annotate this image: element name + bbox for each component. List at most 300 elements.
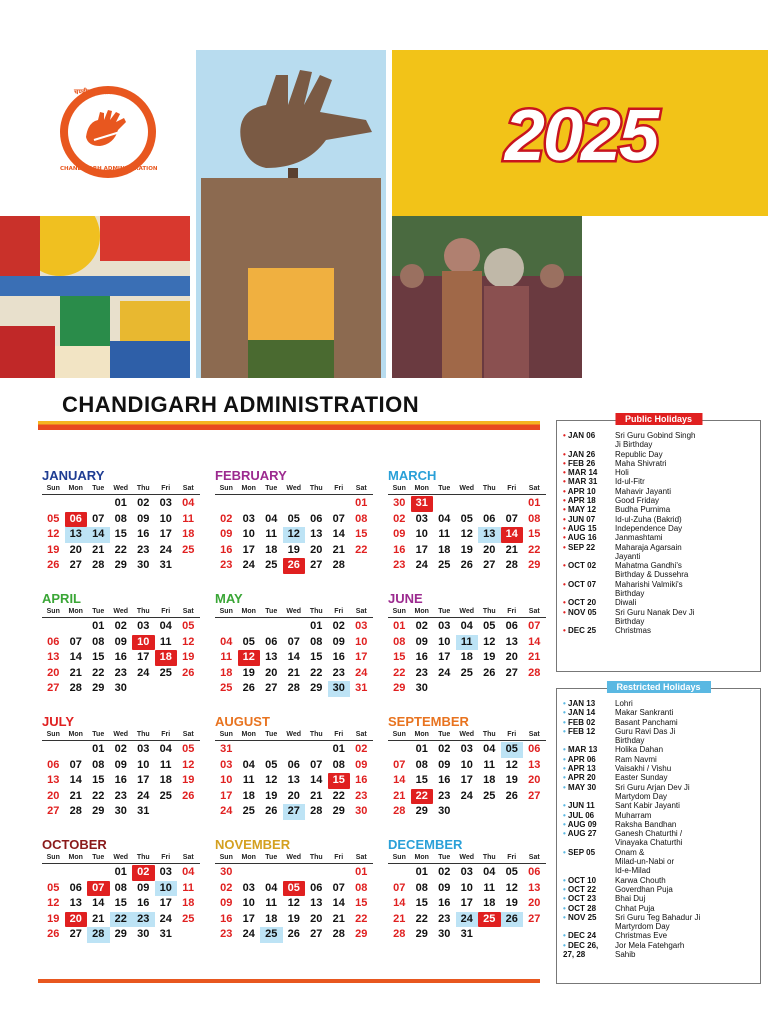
- empty-cell: [456, 804, 479, 820]
- empty-cell: [328, 496, 351, 512]
- day-cell: 02: [220, 512, 233, 525]
- day-cell: 24: [456, 912, 479, 928]
- day-cell: 27: [483, 559, 496, 571]
- week-row: [215, 773, 373, 789]
- week-row: [42, 666, 200, 682]
- day-cell: 17: [137, 774, 150, 786]
- month-september: [388, 714, 546, 820]
- day-cell: 27: [47, 682, 60, 694]
- empty-cell: [478, 496, 501, 512]
- day-cell: 26: [182, 789, 195, 802]
- day-cell: 07: [92, 512, 105, 525]
- day-cell: 05: [182, 620, 195, 632]
- empty-cell: [87, 865, 110, 881]
- month-february: [215, 468, 373, 574]
- day-cell: 05: [182, 743, 195, 755]
- day-cell: 15: [92, 651, 105, 663]
- day-cell: 10: [415, 528, 428, 540]
- day-cell: 10: [242, 897, 255, 909]
- day-cell: 09: [220, 897, 233, 909]
- empty-cell: [478, 927, 501, 943]
- weekday-label: Sat: [355, 485, 367, 492]
- day-cell: 15: [328, 773, 351, 789]
- week-row: [215, 758, 373, 774]
- weekday-label: Sun: [392, 731, 406, 738]
- day-cell: 11: [242, 774, 255, 786]
- day-cell: 29: [415, 928, 428, 940]
- holiday-name: Janmashtami: [615, 533, 663, 543]
- day-cell: 18: [265, 912, 278, 925]
- day-cell: 29: [393, 682, 406, 694]
- empty-cell: [177, 681, 200, 697]
- empty-cell: [65, 496, 88, 512]
- day-cell: 17: [460, 774, 473, 786]
- holiday-row: [563, 515, 756, 524]
- empty-cell: [215, 619, 238, 635]
- day-cell: 24: [460, 789, 473, 802]
- restricted-holidays-list: [557, 689, 760, 959]
- holiday-row: [563, 755, 756, 764]
- week-row: [42, 681, 200, 697]
- day-cell: 24: [242, 559, 255, 571]
- weekday-header: [388, 730, 546, 741]
- day-cell: 06: [47, 635, 60, 648]
- day-cell: 20: [287, 789, 300, 802]
- weekday-label: Wed: [286, 854, 302, 861]
- day-cell: 28: [92, 559, 105, 571]
- week-row: [388, 543, 546, 559]
- day-cell: 16: [220, 912, 233, 925]
- day-cell: 17: [242, 543, 255, 556]
- day-cell: 29: [415, 805, 428, 817]
- holiday-name: Sri Guru Arjan Dev Ji Martydom Day: [615, 782, 690, 801]
- day-cell: 10: [220, 774, 233, 786]
- day-cell: 11: [159, 758, 172, 771]
- day-cell: 30: [328, 681, 351, 697]
- day-cell: 13: [69, 897, 82, 909]
- empty-cell: [478, 681, 501, 697]
- day-cell: 20: [265, 666, 278, 679]
- holiday-row: [563, 533, 756, 542]
- week-row: [215, 789, 373, 805]
- holiday-date: • NOV 05: [563, 608, 615, 627]
- day-cell: 11: [456, 635, 479, 651]
- day-cell: 14: [310, 774, 323, 786]
- weekday-label: Wed: [286, 485, 302, 492]
- day-cell: 07: [393, 881, 406, 894]
- day-cell: 18: [182, 897, 195, 909]
- day-cell: 18: [438, 543, 451, 556]
- day-cell: 22: [114, 543, 127, 556]
- day-cell: 31: [159, 559, 172, 571]
- day-cell: 15: [114, 897, 127, 909]
- empty-cell: [305, 496, 328, 512]
- holiday-name: Onam & Milad-un-Nabi or Id-e-Milad: [615, 847, 675, 876]
- weekday-label: Fri: [161, 608, 171, 615]
- day-cell: 19: [460, 543, 473, 556]
- empty-cell: [283, 496, 306, 512]
- day-cell: 26: [242, 682, 255, 694]
- weekday-label: Sun: [392, 608, 406, 615]
- day-cell: 04: [460, 620, 473, 632]
- day-cell: 02: [114, 743, 127, 755]
- weekday-label: Sat: [355, 608, 367, 615]
- day-cell: 21: [528, 651, 541, 663]
- weekday-label: Thu: [482, 485, 496, 492]
- weekday-label: Fri: [161, 485, 171, 492]
- month-name: AUGUST: [215, 714, 270, 729]
- day-cell: 20: [65, 912, 88, 928]
- day-cell: 01: [393, 620, 406, 632]
- day-cell: 30: [393, 497, 406, 509]
- day-cell: 30: [114, 682, 127, 694]
- day-cell: 30: [114, 805, 127, 817]
- day-cell: 04: [159, 743, 172, 755]
- day-cell: 06: [65, 512, 88, 528]
- weekday-label: Sun: [46, 608, 60, 615]
- weekday-label: Sat: [528, 485, 540, 492]
- week-row: [215, 666, 373, 682]
- holiday-name: Sant Kabir Jayanti: [615, 801, 680, 811]
- holiday-row: [563, 708, 756, 717]
- day-cell: 31: [411, 496, 434, 512]
- day-cell: 19: [505, 897, 518, 909]
- weekday-label: Thu: [309, 485, 323, 492]
- day-cell: 26: [47, 928, 60, 940]
- day-cell: 02: [220, 881, 233, 894]
- weekday-label: Tue: [438, 854, 451, 861]
- day-cell: 03: [242, 881, 255, 894]
- day-cell: 01: [355, 497, 368, 509]
- week-row: [388, 773, 546, 789]
- day-cell: 09: [114, 758, 127, 771]
- week-row: [215, 681, 373, 697]
- day-cell: 28: [505, 559, 518, 571]
- holiday-date: • OCT 28: [563, 904, 615, 913]
- week-row: [215, 558, 373, 574]
- day-cell: 23: [114, 666, 127, 679]
- holiday-name: Lohri: [615, 699, 633, 708]
- day-cell: 09: [220, 528, 233, 540]
- empty-cell: [260, 496, 283, 512]
- weekday-header: [42, 607, 200, 618]
- empty-cell: [260, 742, 283, 758]
- weekday-label: Sun: [219, 485, 233, 492]
- month-october: [42, 837, 200, 943]
- day-cell: 17: [460, 897, 473, 909]
- day-cell: 25: [460, 666, 473, 679]
- day-cell: 29: [114, 559, 127, 571]
- holiday-row: [563, 561, 756, 580]
- day-cell: 12: [505, 881, 518, 894]
- holiday-date: • OCT 02: [563, 561, 615, 580]
- day-cell: 30: [355, 805, 368, 817]
- weekday-label: Sun: [219, 854, 233, 861]
- day-cell: 05: [242, 635, 255, 648]
- weekday-label: Mon: [68, 854, 83, 861]
- day-cell: 04: [265, 881, 278, 894]
- title-underline: [38, 421, 540, 430]
- holiday-row: [563, 505, 756, 514]
- weekday-label: Thu: [309, 731, 323, 738]
- weekday-label: Sun: [219, 608, 233, 615]
- day-cell: 08: [528, 512, 541, 525]
- day-cell: 17: [159, 528, 172, 540]
- empty-cell: [350, 558, 373, 574]
- day-cell: 07: [505, 512, 518, 525]
- day-cell: 19: [242, 666, 255, 679]
- empty-cell: [177, 927, 200, 943]
- day-cell: 22: [528, 543, 541, 556]
- holiday-date: • JUL 06: [563, 811, 615, 820]
- holiday-date: • JUN 07: [563, 515, 615, 524]
- holiday-row: [563, 598, 756, 607]
- week-row: [388, 681, 546, 697]
- day-cell: 21: [393, 789, 406, 802]
- holiday-date: • MAR 31: [563, 477, 615, 486]
- day-cell: 16: [438, 897, 451, 909]
- holiday-name: Karwa Chouth: [615, 875, 666, 885]
- day-cell: 13: [528, 881, 541, 894]
- day-cell: 05: [265, 758, 278, 771]
- day-cell: 10: [355, 635, 368, 648]
- holiday-date: • JAN 14: [563, 708, 615, 717]
- holiday-date: • JAN 06: [563, 431, 615, 450]
- day-cell: 08: [92, 758, 105, 771]
- holiday-row: [563, 764, 756, 773]
- month-name: JUNE: [388, 591, 423, 606]
- day-cell: 30: [137, 928, 150, 940]
- day-cell: 24: [415, 559, 428, 571]
- weekday-label: Wed: [113, 731, 129, 738]
- weekday-label: Mon: [414, 485, 429, 492]
- day-cell: 02: [438, 866, 451, 878]
- day-cell: 22: [92, 789, 105, 802]
- restricted-holidays-title: Restricted Holidays: [606, 681, 710, 693]
- day-cell: 09: [438, 758, 451, 771]
- day-cell: 10: [137, 758, 150, 771]
- holiday-date: • OCT 23: [563, 894, 615, 903]
- weekday-label: Thu: [309, 608, 323, 615]
- holiday-date: • DEC 26, 27, 28: [563, 941, 615, 960]
- empty-cell: [388, 865, 411, 881]
- week-row: [42, 496, 200, 512]
- empty-cell: [388, 742, 411, 758]
- weekday-label: Tue: [265, 608, 278, 615]
- empty-cell: [456, 681, 479, 697]
- day-cell: 04: [483, 866, 496, 878]
- day-cell: 25: [265, 559, 278, 571]
- day-cell: 06: [47, 758, 60, 771]
- holiday-name: Ram Navmi: [615, 754, 657, 764]
- day-cell: 09: [137, 512, 150, 525]
- week-row: [215, 804, 373, 820]
- day-cell: 07: [69, 758, 82, 771]
- empty-cell: [238, 865, 261, 881]
- empty-cell: [501, 496, 524, 512]
- day-cell: 14: [332, 897, 345, 909]
- day-cell: 02: [132, 865, 155, 881]
- day-cell: 18: [483, 897, 496, 909]
- day-cell: 03: [137, 743, 150, 755]
- day-cell: 02: [332, 620, 345, 632]
- empty-cell: [238, 742, 261, 758]
- day-cell: 25: [159, 789, 172, 802]
- holiday-name: Goverdhan Puja: [615, 884, 673, 894]
- weekday-label: Sat: [182, 485, 194, 492]
- day-cell: 03: [438, 620, 451, 632]
- holiday-row: [563, 820, 756, 829]
- day-cell: 27: [69, 928, 82, 940]
- logo-text-bottom: CHANDIGARH ADMINISTRATION: [60, 166, 158, 172]
- day-cell: 31: [137, 805, 150, 817]
- day-cell: 13: [47, 651, 60, 663]
- day-cell: 01: [415, 866, 428, 878]
- day-cell: 18: [182, 528, 195, 540]
- day-cell: 28: [287, 682, 300, 694]
- day-cell: 03: [242, 512, 255, 525]
- holiday-date: • FEB 02: [563, 718, 615, 727]
- day-cell: 03: [460, 866, 473, 878]
- weekday-label: Mon: [241, 731, 256, 738]
- day-cell: 30: [438, 805, 451, 817]
- day-cell: 04: [438, 512, 451, 525]
- day-cell: 10: [242, 528, 255, 540]
- weekday-label: Sat: [355, 731, 367, 738]
- week-row: [42, 804, 200, 820]
- weekday-label: Fri: [161, 731, 171, 738]
- day-cell: 13: [310, 897, 323, 909]
- day-cell: 03: [460, 743, 473, 755]
- week-row: [215, 543, 373, 559]
- week-row: [42, 896, 200, 912]
- day-cell: 08: [92, 635, 105, 648]
- day-cell: 05: [460, 512, 473, 525]
- holiday-row: [563, 524, 756, 533]
- day-cell: 04: [182, 497, 195, 509]
- empty-cell: [260, 619, 283, 635]
- day-cell: 18: [265, 543, 278, 556]
- holiday-name: Bhai Duj: [615, 894, 646, 904]
- day-cell: 10: [155, 881, 178, 897]
- day-cell: 01: [114, 497, 127, 509]
- weekday-label: Wed: [113, 485, 129, 492]
- day-cell: 19: [505, 774, 518, 786]
- month-name: JANUARY: [42, 468, 105, 483]
- week-row: [388, 558, 546, 574]
- holiday-date: • APR 10: [563, 487, 615, 496]
- day-cell: 14: [528, 635, 541, 648]
- day-cell: 16: [393, 543, 406, 556]
- day-cell: 15: [114, 528, 127, 540]
- empty-cell: [215, 496, 238, 512]
- weekday-label: Mon: [414, 731, 429, 738]
- day-cell: 08: [310, 635, 323, 648]
- day-cell: 19: [483, 651, 496, 663]
- day-cell: 22: [411, 789, 434, 805]
- weekday-label: Sun: [46, 485, 60, 492]
- day-cell: 08: [415, 758, 428, 771]
- day-cell: 05: [47, 512, 60, 525]
- day-cell: 21: [310, 789, 323, 802]
- holiday-date: • DEC 24: [563, 931, 615, 940]
- holiday-row: [563, 699, 756, 708]
- day-cell: 19: [47, 912, 60, 925]
- day-cell: 19: [182, 651, 195, 663]
- holiday-name: Christmas: [615, 626, 652, 636]
- empty-cell: [132, 681, 155, 697]
- day-cell: 28: [87, 927, 110, 943]
- holiday-row: [563, 487, 756, 496]
- day-cell: 15: [393, 651, 406, 663]
- day-cell: 27: [47, 805, 60, 817]
- day-cell: 06: [528, 866, 541, 878]
- holiday-date: • JAN 26: [563, 450, 615, 459]
- day-cell: 17: [159, 897, 172, 909]
- day-cell: 16: [332, 651, 345, 663]
- holiday-name: Maharaja Agarsain Jayanti: [615, 542, 682, 561]
- empty-cell: [177, 558, 200, 574]
- weekday-label: Wed: [286, 608, 302, 615]
- day-cell: 11: [265, 528, 278, 540]
- day-cell: 06: [528, 743, 541, 755]
- day-cell: 06: [287, 758, 300, 771]
- week-row: [42, 635, 200, 651]
- week-row: [42, 512, 200, 528]
- week-row: [42, 527, 200, 543]
- holiday-row: [563, 745, 756, 754]
- day-cell: 15: [355, 528, 368, 540]
- week-row: [215, 619, 373, 635]
- day-cell: 11: [182, 512, 195, 525]
- week-row: [42, 881, 200, 897]
- day-cell: 12: [287, 897, 300, 909]
- weekday-label: Wed: [459, 485, 475, 492]
- empty-cell: [523, 804, 546, 820]
- day-cell: 14: [501, 527, 524, 543]
- empty-cell: [155, 681, 178, 697]
- day-cell: 13: [505, 635, 518, 648]
- empty-cell: [456, 496, 479, 512]
- day-cell: 08: [415, 881, 428, 894]
- year-2025: [486, 88, 676, 178]
- day-cell: 07: [332, 881, 345, 894]
- empty-cell: [42, 742, 65, 758]
- weekday-label: Tue: [438, 608, 451, 615]
- empty-cell: [283, 742, 306, 758]
- day-cell: 24: [137, 666, 150, 679]
- day-cell: 05: [283, 881, 306, 897]
- day-cell: 29: [528, 559, 541, 571]
- holiday-row: [563, 477, 756, 486]
- month-name: OCTOBER: [42, 837, 107, 852]
- weekday-label: Mon: [241, 485, 256, 492]
- weekday-label: Fri: [334, 608, 344, 615]
- day-cell: 31: [460, 928, 473, 940]
- day-cell: 17: [355, 651, 368, 663]
- holiday-date: • OCT 22: [563, 885, 615, 894]
- day-cell: 25: [242, 805, 255, 817]
- day-cell: 12: [505, 758, 518, 771]
- holiday-row: [563, 931, 756, 940]
- day-cell: 05: [505, 866, 518, 878]
- weekday-label: Thu: [136, 731, 150, 738]
- day-cell: 31: [220, 743, 233, 755]
- month-name: APRIL: [42, 591, 81, 606]
- day-cell: 01: [310, 620, 323, 632]
- holiday-row: [563, 608, 756, 627]
- day-cell: 17: [220, 789, 233, 802]
